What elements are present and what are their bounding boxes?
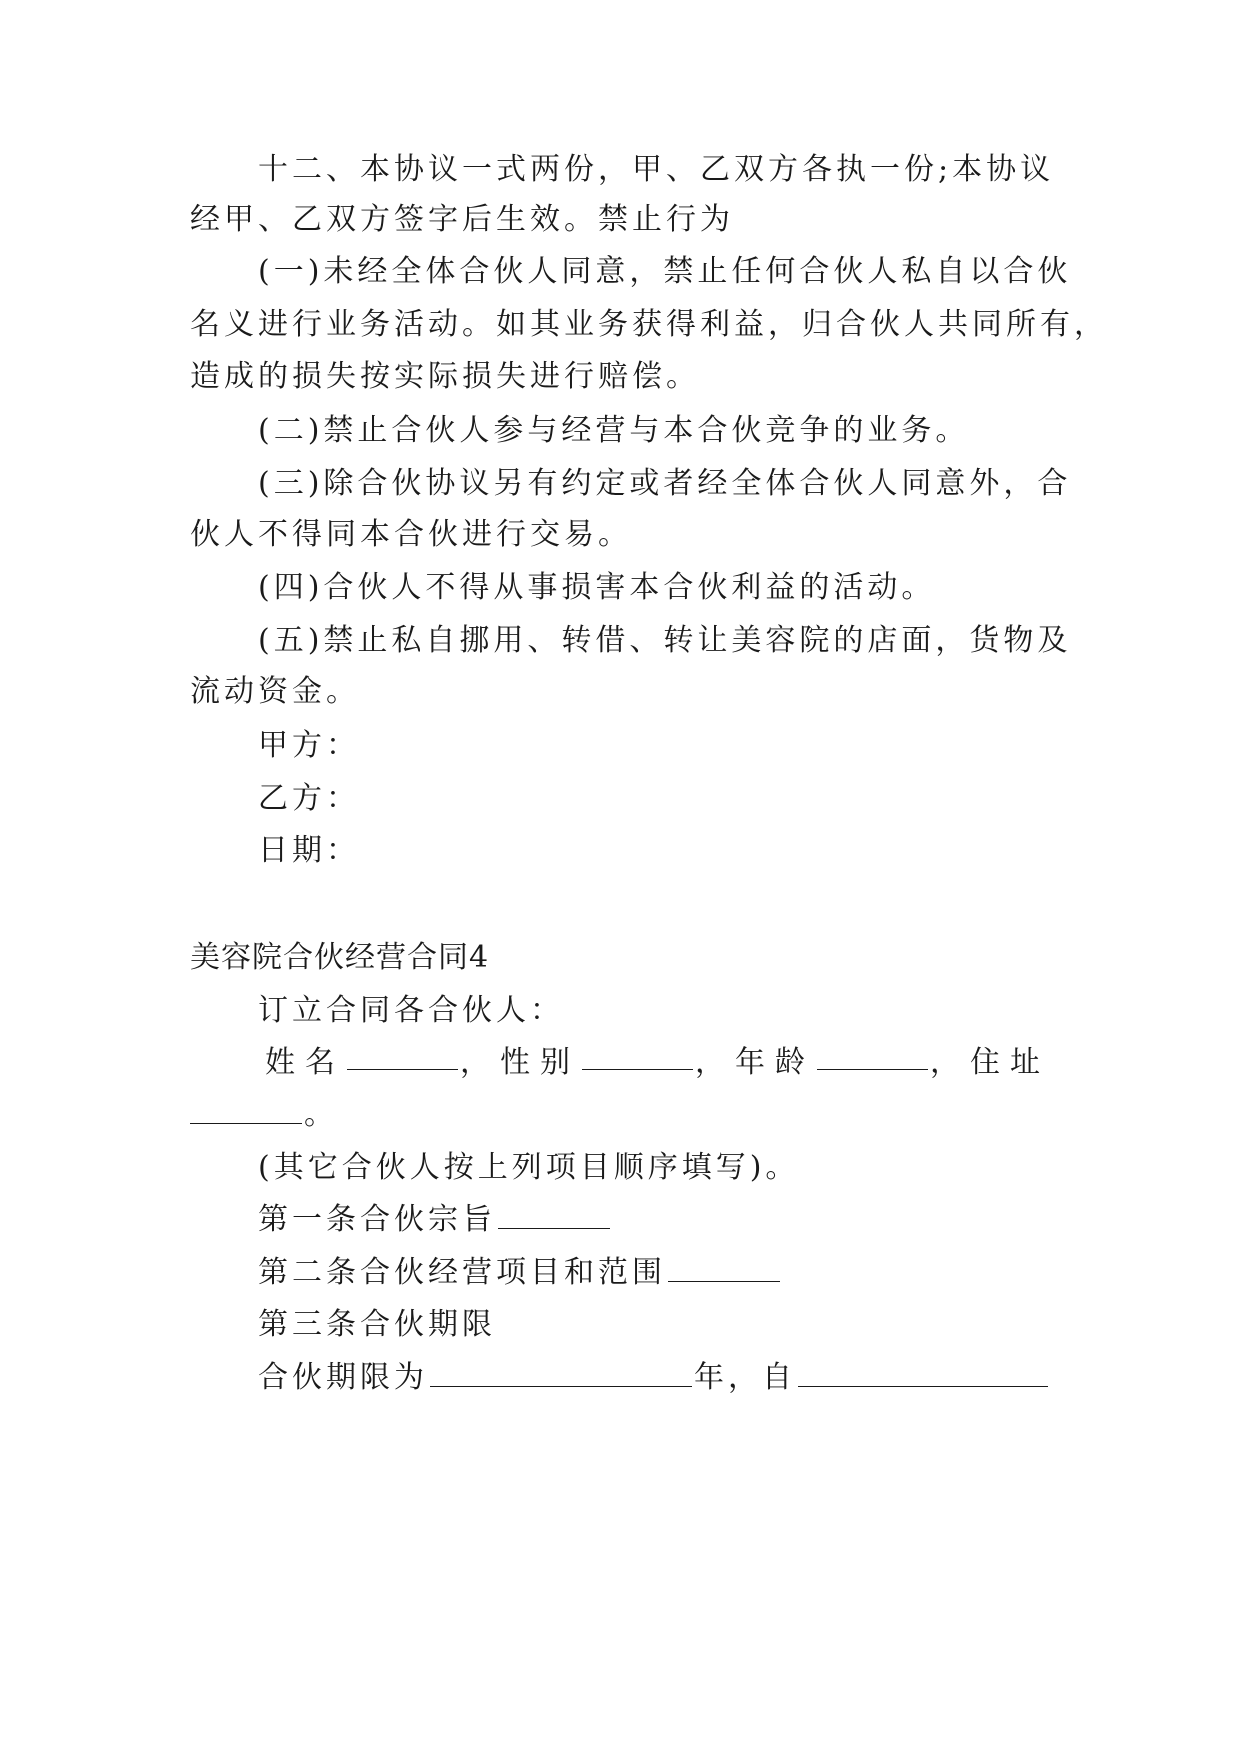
name-blank (347, 1043, 458, 1070)
address-label: ，住址 (930, 1045, 1050, 1080)
address-line (190, 1095, 1050, 1135)
term-line (258, 1358, 1050, 1398)
address-blank (190, 1097, 302, 1124)
term-from-label: 年，自 (694, 1360, 796, 1395)
end-mark: 。 (304, 1097, 338, 1132)
signature-date: 日期： (258, 833, 360, 868)
age-blank (817, 1043, 928, 1070)
name-label: 姓名 (265, 1045, 345, 1080)
article-3: 第三条合伙期限 (258, 1307, 496, 1342)
article-2-label: 第二条合伙经营项目和范围 (258, 1255, 666, 1290)
text-line: (其它合伙人按上列项目顺序填写)。 (258, 1150, 800, 1185)
term-start-blank (798, 1360, 1048, 1387)
gender-blank (582, 1043, 693, 1070)
text-line: 流动资金。 (190, 674, 360, 709)
section-title: 美容院合伙经营合同4 (190, 940, 490, 975)
term-years-blank (430, 1360, 692, 1387)
article-1-label: 第一条合伙宗旨 (258, 1202, 496, 1237)
text-line: (一)未经全体合伙人同意，禁止任何合伙人私自以合伙 (258, 254, 1072, 289)
text-line: (四)合伙人不得从事损害本合伙利益的活动。 (258, 570, 936, 605)
text-line: (二)禁止合伙人参与经营与本合伙竞争的业务。 (258, 413, 970, 448)
signature-party-b: 乙方： (258, 781, 360, 816)
age-label: ，年龄 (695, 1045, 815, 1080)
text-line: 名义进行业务活动。如其业务获得利益，归合伙人共同所有， (190, 307, 1108, 342)
signature-party-a: 甲方： (258, 728, 360, 763)
article-1-blank (498, 1202, 610, 1229)
text-line: 订立合同各合伙人： (258, 993, 564, 1028)
gender-label: ，性别 (460, 1045, 580, 1080)
article-2-blank (668, 1255, 780, 1282)
text-line: (三)除合伙协议另有约定或者经全体合伙人同意外，合 (258, 466, 1072, 501)
text-line: 十二、本协议一式两份，甲、乙双方各执一份;本协议 (258, 152, 1055, 187)
term-label: 合伙期限为 (258, 1360, 428, 1395)
article-2 (258, 1253, 1050, 1293)
text-line: (五)禁止私自挪用、转借、转让美容院的店面，货物及 (258, 623, 1072, 658)
text-line: 伙人不得同本合伙进行交易。 (190, 517, 632, 552)
article-1 (258, 1200, 1050, 1240)
text-line: 造成的损失按实际损失进行赔偿。 (190, 359, 700, 394)
partner-info-line (265, 1043, 1050, 1083)
text-line: 经甲、乙双方签字后生效。禁止行为 (190, 202, 734, 237)
